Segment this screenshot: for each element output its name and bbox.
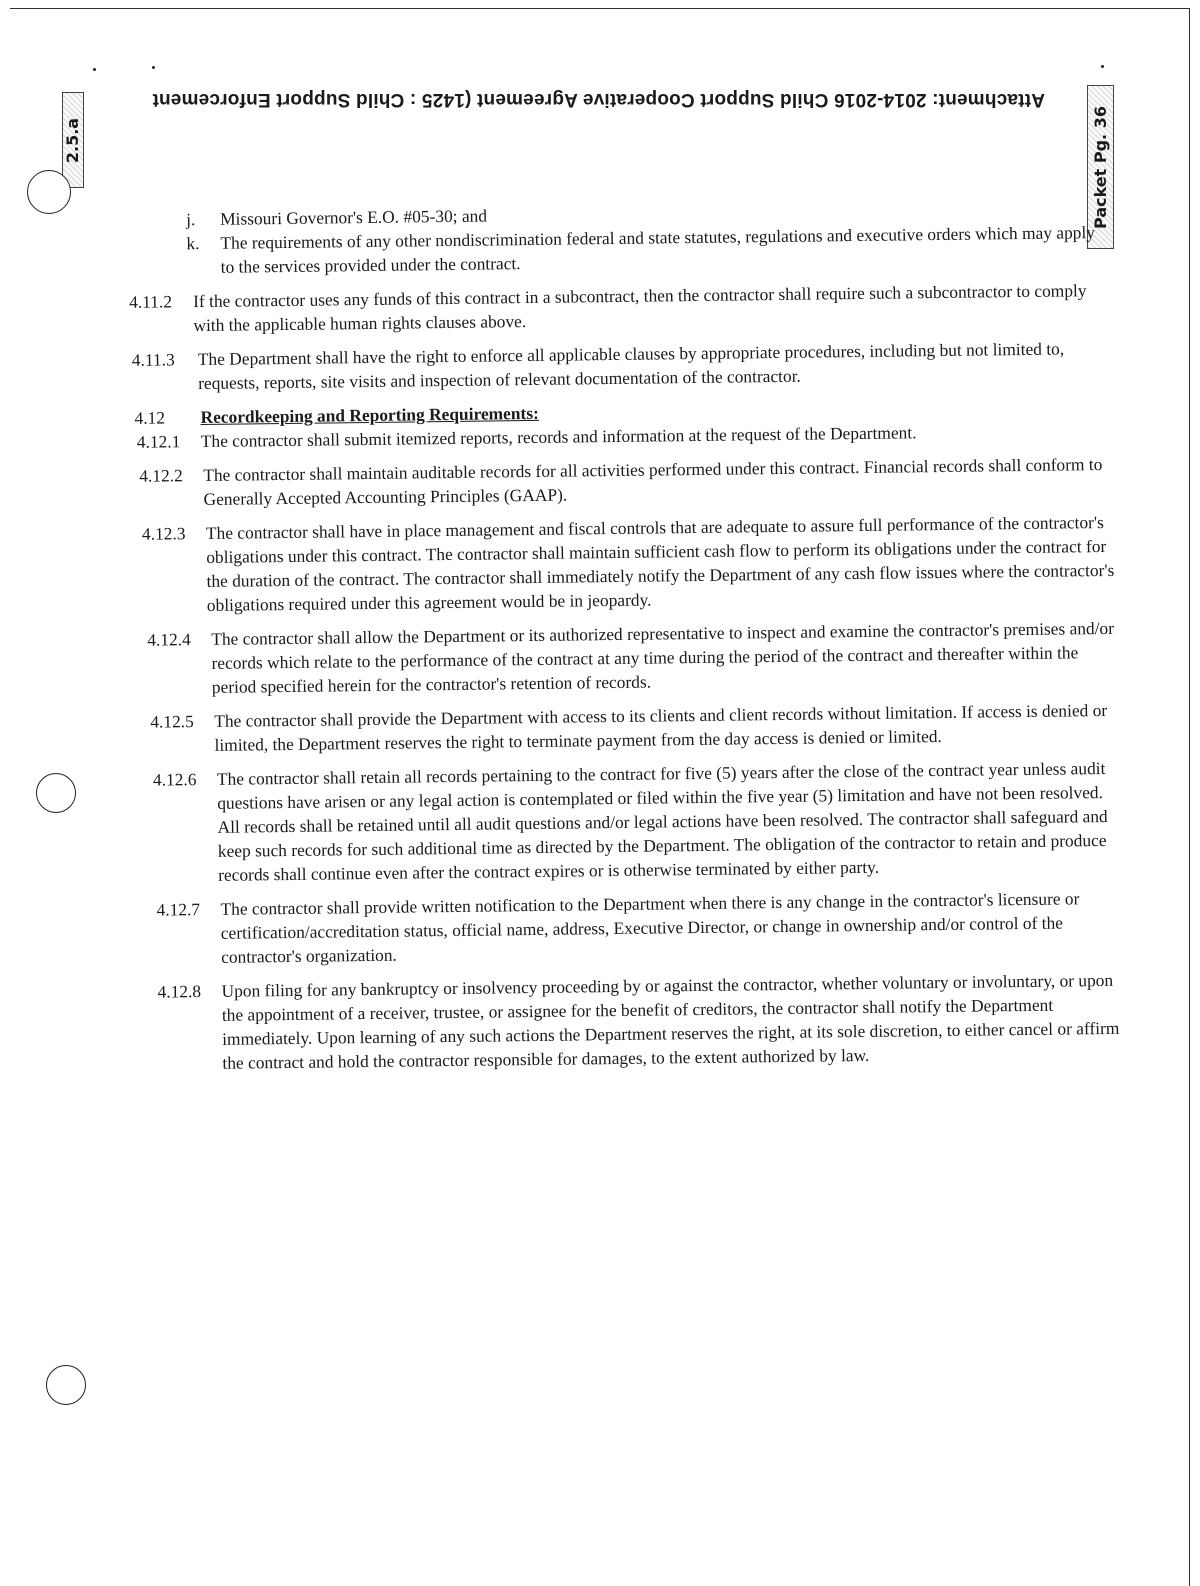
item-number: 4.12.7 bbox=[156, 899, 201, 920]
document-body bbox=[120, 196, 1121, 1086]
item-text: The contractor shall provide the Department with access to its clients and client records without limitation. If access is denied or limited, the Department reserves the right to terminate payment from the day access is denied or limited. bbox=[214, 699, 1108, 755]
item-text: Upon filing for any bankruptcy or insolvency proceeding by or against the contractor, whether voluntary or involuntary, or upon the appointment of a receiver, trustee, or assignee for the benefit of creditors, the contractor shall notify the Department immediately. Upon learning of any such actions the Department reserves the right, at its sole discretion, to either cancel or affirm the contract and hold the contractor responsible for damages, to the extent authorized by law. bbox=[221, 969, 1120, 1073]
scan-speck bbox=[93, 68, 96, 71]
list-item bbox=[128, 886, 1119, 970]
punch-hole bbox=[36, 773, 76, 813]
item-number: 4.12.6 bbox=[152, 769, 197, 790]
item-number: 4.11.2 bbox=[129, 291, 173, 312]
list-item bbox=[121, 278, 1112, 338]
list-item bbox=[129, 968, 1120, 1076]
item-number: 4.11.3 bbox=[131, 349, 175, 370]
document-header: Attachment: 2014-2016 Child Support Cooperative Agreement (1425 : Child Support Enforcement bbox=[152, 89, 1045, 110]
item-stamp bbox=[62, 92, 84, 188]
packet-page-label: Packet Pg. 36 bbox=[1091, 105, 1111, 229]
item-number: 4.12.2 bbox=[139, 465, 183, 486]
list-item bbox=[126, 698, 1117, 758]
list-item bbox=[124, 510, 1115, 618]
punch-hole bbox=[27, 170, 71, 214]
scan-speck bbox=[1101, 65, 1104, 68]
list-item bbox=[122, 336, 1113, 396]
section-title: Recordkeeping and Reporting Requirements: bbox=[200, 402, 539, 428]
item-text: The contractor shall allow the Department or its authorized representative to inspect and examine the contractor's premises and/or records which relate to the performance of the contract at any time during the period of the contract and thereafter within the period specified herein for the contractor's retention of records. bbox=[211, 617, 1115, 697]
punch-hole bbox=[46, 1365, 86, 1405]
item-text: The contractor shall maintain auditable records for all activities performed under this contract. Financial records shall conform to Generally Accepted Accounting Principles (GAAP). bbox=[203, 454, 1103, 510]
item-number: 4.12.5 bbox=[150, 711, 194, 732]
item-text: The contractor shall provide written notification to the Department when there is any change in the contractor's licensure or certification/accreditation status, official name, address, Executive Director, or change in ownership and/or control of the contractor's organization. bbox=[220, 888, 1080, 967]
list-item bbox=[125, 616, 1116, 700]
item-text: If the contractor uses any funds of this contract in a subcontract, then the contractor shall require such a subcontractor to comply with the applicable human rights clauses above. bbox=[193, 280, 1087, 336]
item-text: The contractor shall have in place management and fiscal controls that are adequate to assure full performance of the contractor's obligations under this contract. The contractor shall maintain sufficient cash flow to perform its obligations under the contract for the duration of the contract. The contractor shall immediately notify the Department of any cash flow issues where the contractor's obligations required under this agreement would be in jeopardy. bbox=[205, 512, 1115, 615]
item-text: The requirements of any other nondiscrimination federal and state statutes, regulations and executive orders which may apply to the services provided under the contract. bbox=[220, 222, 1096, 277]
item-number: 4.12.1 bbox=[136, 431, 181, 452]
item-number: k. bbox=[186, 233, 200, 254]
item-number: 4.12.8 bbox=[157, 981, 202, 1002]
item-number: 4.12.3 bbox=[141, 523, 186, 544]
item-stamp-label: 2.5.a bbox=[63, 117, 83, 163]
item-text: The Department shall have the right to enforce all applicable clauses by appropriate procedures, including but not limited to, requests, reports, site visits and inspection of relevant documentation of the contractor. bbox=[197, 338, 1065, 394]
item-number: j. bbox=[186, 209, 196, 230]
item-text: Missouri Governor's E.O. #05-30; and bbox=[220, 205, 488, 229]
item-text: The contractor shall submit itemized reports, records and information at the request of the Department. bbox=[200, 422, 917, 452]
section-number: 4.12 bbox=[134, 407, 166, 428]
item-number: 4.12.4 bbox=[147, 629, 191, 650]
list-item bbox=[127, 756, 1118, 888]
item-text: The contractor shall retain all records pertaining to the contract for five (5) years after the close of the contract year unless audit questions have arisen or any legal action is contemplated or filed within the five year (5) limitation and have not been resolved. All records shall be retained until all audit questions and/or legal actions have been resolved. The contractor shall safeguard and keep such records for such additional time as directed by the Department. The obligation of the contractor to retain and produce records shall continue even after the contract expires or is otherwise terminated by either party. bbox=[216, 758, 1108, 885]
list-item bbox=[123, 452, 1114, 512]
scan-speck bbox=[152, 66, 155, 69]
